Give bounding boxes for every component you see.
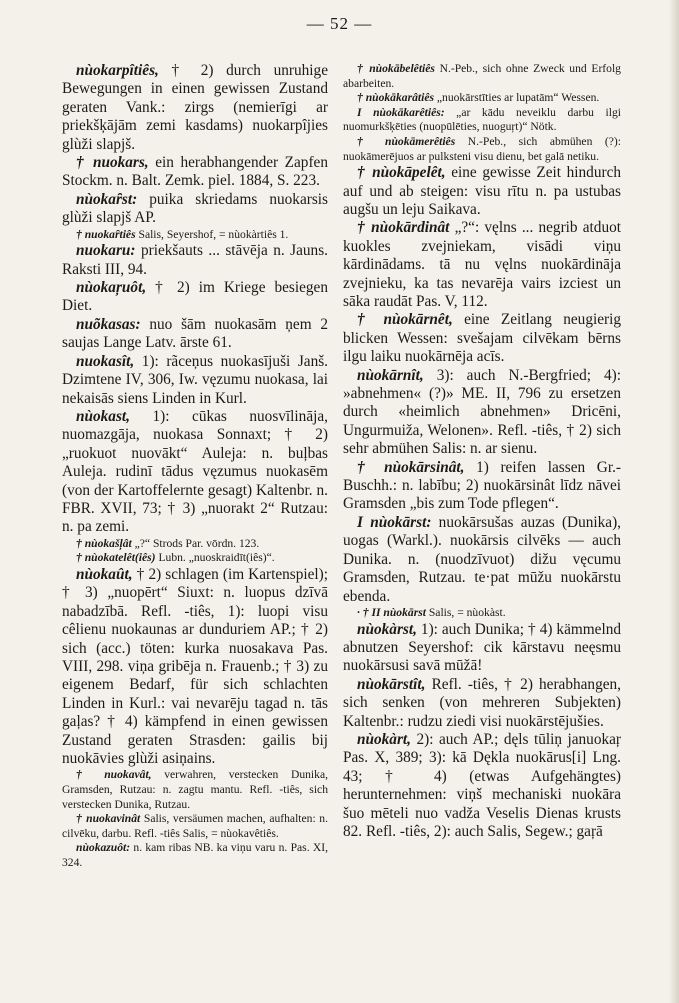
entry-headword: nùokast, [76,407,130,425]
entry-text: 1): cūkas nuosvīlināja, nuomazgāja, nuokasa Sonnaxt; † 2) „ruokuot nuovākt“ Auleja: n. buļbas Auleja. rudinī tādus vęzumus nuokasēm (von der Kartoffelernte gesagt) Kaltenbr. n. FBR. XVII, 73; † 3) „nuorakt 2“ Rutzau: n. pa zemi. [62,407,328,536]
entry-text: n. kam ribas NB. ka viņu varu n. Pas. XI, 324. [62,841,328,869]
entry-headword: nuokaru: [76,242,136,260]
entry-text: Salis, Seyershof, = nùokàrtiês 1. [135,227,289,241]
dictionary-entry [343,731,621,841]
dictionary-entry [62,537,328,552]
entry-text: priekšauts ... stāvēja n. Jauns. Raksti III, 94. [62,242,328,278]
entry-headword: † nùokākarâtiês [357,91,434,105]
dictionary-entry [62,768,328,812]
entry-text: „?“ Strods Par. vōrdn. 123. [131,536,260,550]
entry-headword: I nùokārst: [357,513,432,531]
entry-text: N.-Peb., sich ohne Zweck und Erfolg abarbeiten. [343,62,621,90]
entry-text: Refl. -tiês, † 2) herabhangen, sich senken (von mehreren Subjekten) Kaltenbr.: rudzu ziedi visi nuokārstējušies. [343,675,621,730]
dictionary-entry [62,408,328,537]
entry-text: „ar kādu neveiklu darbu ilgi nuomurkšķēties (nuopūlēties, nuoguŗt)“ Nötk. [343,105,621,134]
entry-text: † 2) durch unruhige Bewegungen in einen gewissen Zustand geraten Vank.: zirgs (nemierīgi ar priekšķājām zemi kasdams) nuokarpîjies glùži slapjš. [62,62,328,153]
entry-text: verwahren, verstecken Dunika, Gramsden, Rutzau: n. zagtu mantu. Refl. -tiês, sich verstecken Dunika, Rutzau. [62,768,328,811]
dictionary-entry [62,551,328,566]
entry-headword: nùokarpîtiês, [76,62,159,79]
entry-headword: nùokaȓst: [76,190,138,208]
entry-headword: · † II nùokārst [357,605,426,619]
entry-text: puika skriedams nuokarsis glùži slapjš AP. [62,190,328,227]
entry-headword: † nuokavinât [76,812,141,826]
entry-text: eine Zeitlang neugierig blicken Wessen: svešajam cilvēkam bērns ilgu laiku nuokārnēja acīs. [343,311,621,366]
page-number: — 52 — [306,14,373,33]
entry-headword: † nùokāmerêtiês [357,134,456,148]
entry-headword: † nùokatelêt(iês) [76,551,156,565]
entry-text: Salis, versäumen machen, aufhalten: n. cilvēku, darbu. Refl. -tiês Salis, = nùokavêtiês. [62,812,328,840]
entry-headword: nuokasît, [76,352,135,370]
entry-headword: nùokàrt, [357,730,411,748]
dictionary-entry [343,367,621,459]
entry-headword: † nùokārdinât [357,219,450,237]
entry-text: nuokārsušas auzas (Dunika), uogas (Warkl.). nuokārsis cilvēks — auch Dunika. n. (nuodzīvuot) dižu vęcumu Gramsden, Rutzau. te·pat mūžu nuokārstu ebenda. [343,513,621,605]
entry-text: 1) reifen lassen Gr.-Buschh.: n. labību; 2) nuokārsinât līdz nāvei Gramsden „bis zum Tode pflegen“. [343,458,621,513]
entry-text: nuo šām nuokasām ņem 2 saujas Lange Latv. ārste 61. [62,315,328,352]
entry-text: N.-Peb., sich abmühen (?): nuokāmerējuos ar pulksteni visu dienu, bet galā netiku. [343,134,621,163]
page-edge-shadow [669,0,679,1003]
entry-headword: nùokazuôt: [76,841,131,855]
dictionary-entry [62,242,328,279]
entry-text: Salis, = nùokàst. [425,605,506,619]
dictionary-entry [62,228,328,243]
entry-text: Lubn. „nuoskraidīt(iês)“. [155,551,275,565]
entry-headword: nùokaŗuôt, [76,279,147,297]
entry-text: 1): auch Dunika; † 4) kämmelnd abnutzen Seyershof: cik kārstavu neęsmu nuokārsusi savā mūžā! [343,620,621,675]
entry-headword: nùokaût, [76,565,133,583]
dictionary-entry [62,353,328,408]
entry-headword: † nùokārnêt, [357,311,453,329]
dictionary-entry [62,812,328,841]
dictionary-entry [343,514,621,606]
dictionary-entry [343,459,621,514]
entry-text: † 2) im Kriege besiegen Diet. [62,279,328,315]
entry-text: 3): auch N.-Bergfried; 4): »abnehmen« (?)» ME. II, 796 zu ersetzen durch «heimlich abnehmen» Dricēni, Ungurmuiža, Welonen». Refl. -tiês, † 2) sich sehr abmühen Salis: n. ar sienu. [343,366,621,458]
left-column [62,62,328,871]
entry-text: eine gewisse Zeit hindurch auf und ab steigen: visu rītu n. pa ustubas augšu un leju Saikava. [343,164,622,218]
entry-headword: † nuokavât, [76,768,152,782]
right-column [343,62,621,841]
dictionary-entry [343,91,621,106]
dictionary-entry [343,62,621,91]
entry-headword: nùokārstît, [357,675,426,693]
dictionary-entry [62,316,328,353]
dictionary-entry [62,62,328,154]
dictionary-entry [343,311,621,366]
dictionary-entry [62,279,328,316]
entry-headword: nuõkasas: [76,315,141,333]
entry-headword: nùokàrst, [357,620,417,638]
entry-text: „nuokārstīties ar lupatām“ Wessen. [433,91,600,105]
dictionary-entry [343,219,621,311]
dictionary-entry [62,191,328,228]
dictionary-entry [343,106,621,135]
entry-headword: † nùokābelêtiês [357,62,435,75]
dictionary-entry [343,164,621,219]
entry-text: 1): rãceņus nuokasījuši Janš. Dzimtene IV, 306, Iw. vęzumu nuokasa, lai nekaisās siens Linden in Kurl. [62,352,328,407]
entry-headword: † nùokāpelêt, [357,164,446,182]
entry-text: ein herabhangender Zapfen Stockm. n. Balt. Zemk. piel. 1884, S. 223. [62,154,328,190]
dictionary-entry [343,606,621,621]
entry-headword: † nuokaȓtiês [76,227,136,241]
entry-headword: I nùokākarêtiês: [357,105,445,119]
entry-headword: † nùokašļât [76,536,132,550]
dictionary-entry [343,135,621,164]
entry-text: „?“: vęlns ... negrib atduot kuokles zvejniekam, visādi viņu kārdinādams. tā nu vęlns nuokārdināja zvejnieku, ka tas nevarēja vairs izciest un sāka raudāt Pas. V, 112. [343,219,621,310]
entry-headword: † nùokārsinât, [357,458,465,476]
dictionary-entry [343,621,621,676]
dictionary-entry [62,566,328,768]
dictionary-entry [62,841,328,870]
entry-headword: nùokārnît, [357,366,424,384]
dictionary-entry [343,676,621,731]
entry-text: 2): auch AP.; dęls tūliņ januokaŗ Pas. X, 389; 3): kā Dękla nuokārus[i] Lng. 43; † 4) (etwas Aufgehängtes) herunternehmen: viņš mechaniski nuokāra šuo mēteli nuo vadža Veselis Dienas krusts 82. Refl. -tiês, 2): auch Salis, Segew.; gaŗā [343,730,621,840]
dictionary-entry [62,154,328,191]
entry-text: † 2) schlagen (im Kartenspiel); † 3) „nuopērt“ Siuxt: n. luopus dzīvā nabadzībā. Refl. -tiês, 1): luopi visu cêlienu nuokaunas ar dunduriem AP.; † 2) sich (acc.) töten: kurka nuosakava Pas. VIII, 298. viņa gribēja n. Frauenb.; † 3) zu eigenem Bedarf, für sich schlachten Linden in Kurl.: vai nevarēju tagad n. tās gaļas? † 4) kämpfend in einen gewissen Zustand geraten Strasden: gailis bij nuokāvies glùži asiņains. [62,565,328,767]
entry-headword: † nuokars, [76,154,149,172]
